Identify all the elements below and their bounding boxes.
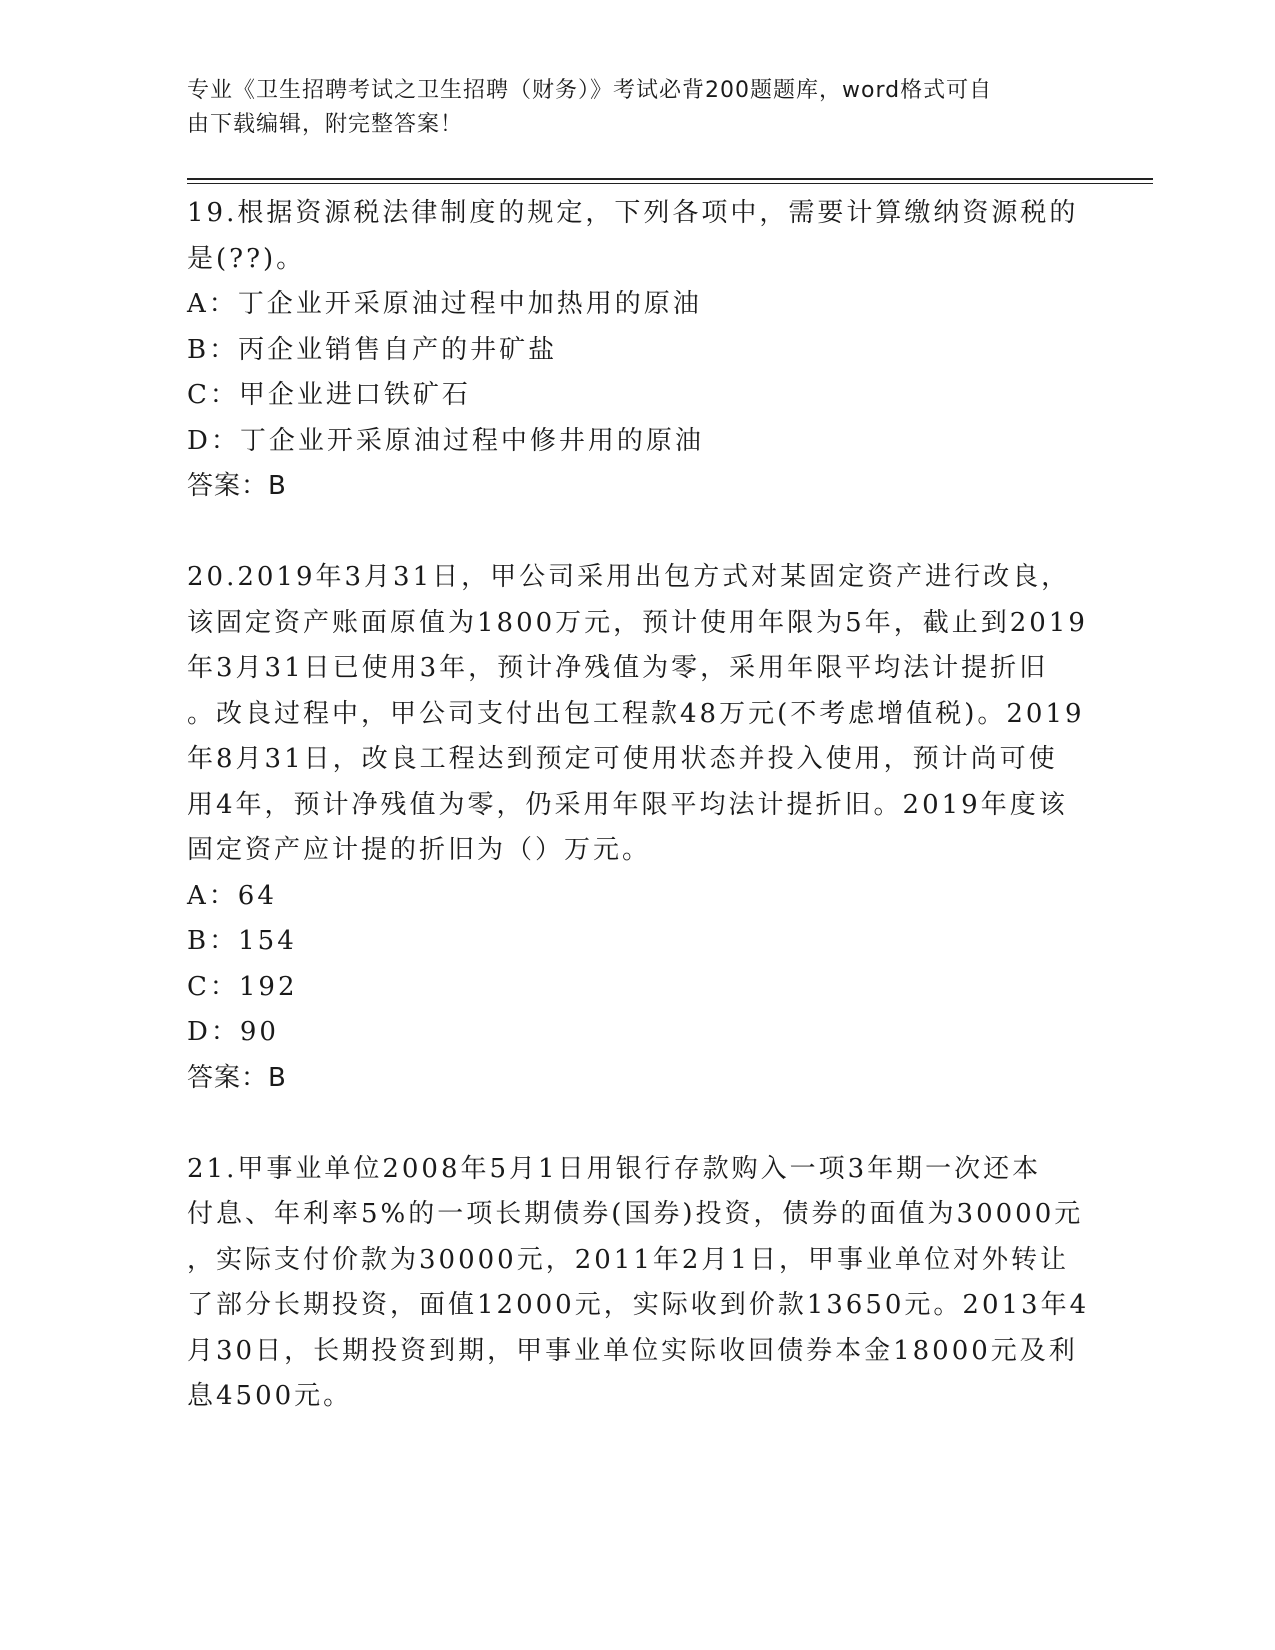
question-stem-line: 19.根据资源税法律制度的规定，下列各项中，需要计算缴纳资源税的 [187, 198, 1079, 228]
question-stem-line: 息4500元。 [187, 1381, 353, 1411]
header-line: 由下载编辑，附完整答案！ [187, 112, 464, 137]
question-stem-line: 该固定资产账面原值为1800万元，预计使用年限为5年，截止到2019 [187, 607, 1088, 638]
header-divider-thin [187, 183, 1153, 184]
question-20 [187, 555, 1087, 1101]
option-b: B：154 [187, 926, 297, 956]
option-c: C：甲企业进口铁矿石 [187, 380, 471, 410]
question-stem-line: 。改良过程中，甲公司支付出包工程款48万元(不考虑增值税)。2019 [187, 698, 1085, 729]
question-19 [187, 191, 1087, 510]
option-b: B：丙企业销售自产的井矿盐 [187, 334, 558, 365]
question-spacer [187, 510, 1087, 556]
question-spacer [187, 1101, 1087, 1147]
question-list [187, 191, 1090, 1420]
answer-line: 答案：B [187, 1062, 287, 1093]
option-a: A：64 [187, 880, 277, 911]
question-stem-line: 用4年，预计净残值为零，仍采用年限平均法计提折旧。2019年度该 [187, 789, 1068, 820]
option-d: D：丁企业开采原油过程中修井用的原油 [187, 425, 704, 456]
question-stem-line: 了部分长期投资，面值12000元，实际收到价款13650元。2013年4 [187, 1290, 1090, 1320]
option-c: C：192 [187, 971, 298, 1002]
document-header [187, 74, 1067, 142]
question-stem-line: ，实际支付价款为30000元，2011年2月1日，甲事业单位对外转让 [187, 1244, 1069, 1275]
question-stem-line: 付息、年利率5%的一项长期债券(国券)投资，债券的面值为30000元 [187, 1199, 1084, 1229]
header-line: 专业《卫生招聘考试之卫生招聘（财务）》考试必背200题题库，word格式可自 [187, 78, 993, 103]
question-stem-line: 月30日，长期投资到期，甲事业单位实际收回债券本金18000元及利 [187, 1335, 1078, 1366]
question-stem-line: 年8月31日，改良工程达到预定可使用状态并投入使用，预计尚可使 [187, 744, 1058, 774]
question-stem-line: 年3月31日已使用3年，预计净残值为零，采用年限平均法计提折旧 [187, 653, 1049, 683]
question-stem-line: 是(??)。 [187, 243, 306, 274]
question-stem-line: 固定资产应计提的折旧为（）万元。 [187, 835, 652, 865]
option-d: D：90 [187, 1017, 279, 1047]
question-21 [187, 1147, 1090, 1420]
question-stem-line: 21.甲事业单位2008年5月1日用银行存款购入一项3年期一次还本 [187, 1153, 1042, 1184]
answer-line: 答案：B [187, 471, 287, 501]
header-divider-thick [187, 178, 1153, 180]
question-stem-line: 20.2019年3月31日，甲公司采用出包方式对某固定资产进行改良， [187, 562, 1071, 592]
option-a: A：丁企业开采原油过程中加热用的原油 [187, 289, 702, 319]
